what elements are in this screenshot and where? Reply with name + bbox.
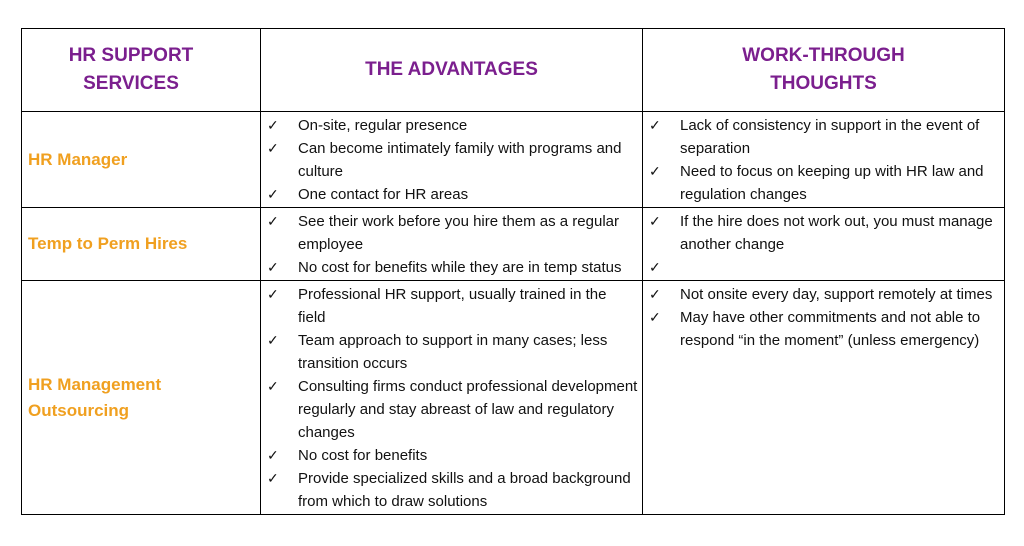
checkmark-icon: ✓: [649, 286, 661, 302]
header-services: [22, 29, 261, 112]
checkmark-icon: ✓: [267, 447, 279, 463]
thoughts-list: [643, 112, 1004, 207]
list-item-text: Can become intimately family with programs and culture: [298, 140, 622, 180]
list-item-text: See their work before you hire them as a regular employee: [298, 213, 619, 253]
checkmark-icon: ✓: [267, 470, 279, 486]
service-name-line: Outsourcing: [28, 400, 130, 420]
hr-services-table: [21, 28, 1005, 515]
service-name-cell: [22, 281, 261, 515]
checkmark-icon: ✓: [267, 259, 279, 275]
checkmark-icon: ✓: [267, 186, 279, 202]
header-services-line2: SERVICES: [83, 73, 179, 94]
thoughts-list: [643, 281, 1004, 353]
list-item: [265, 114, 638, 137]
list-item: [265, 210, 638, 256]
list-item-text: Not onsite every day, support remotely at times: [680, 286, 993, 303]
list-item: [265, 283, 638, 329]
advantages-cell: [261, 112, 643, 208]
list-item-text: Professional HR support, usually trained in the field: [298, 286, 607, 326]
checkmark-icon: ✓: [267, 117, 279, 133]
thoughts-list: [643, 208, 1004, 280]
thoughts-cell: [643, 208, 1005, 281]
checkmark-icon: ✓: [649, 163, 661, 179]
list-item: [647, 160, 1000, 206]
advantages-list: [261, 281, 642, 514]
header-thoughts: [643, 29, 1005, 112]
checkmark-icon: ✓: [267, 332, 279, 348]
advantages-list: [261, 112, 642, 207]
list-item: [647, 256, 1000, 279]
table-row: [22, 208, 1005, 281]
table-row: [22, 112, 1005, 208]
header-row: [22, 29, 1005, 112]
list-item-text: May have other commitments and not able to respond “in the moment” (unless emergency): [680, 309, 981, 349]
header-thoughts-line2: THOUGHTS: [770, 73, 877, 94]
list-item-text: Lack of consistency in support in the event of separation: [680, 117, 980, 157]
service-name-line: Temp to Perm Hires: [28, 234, 188, 253]
checkmark-icon: ✓: [649, 117, 661, 133]
checkmark-icon: ✓: [267, 213, 279, 229]
list-item-text: No cost for benefits: [298, 447, 428, 464]
thoughts-cell: [643, 112, 1005, 208]
advantages-cell: [261, 208, 643, 281]
list-item: [265, 444, 638, 467]
list-item: [265, 375, 638, 444]
list-item: [647, 306, 1000, 352]
header-services-line1: HR SUPPORT: [68, 45, 194, 66]
checkmark-icon: ✓: [649, 309, 661, 325]
service-name-line: HR Management: [28, 374, 162, 394]
checkmark-icon: ✓: [649, 259, 661, 275]
list-item-text: Team approach to support in many cases; less transition occurs: [298, 332, 608, 372]
list-item-text: On-site, regular presence: [298, 117, 468, 134]
thoughts-cell: [643, 281, 1005, 515]
list-item: [265, 183, 638, 206]
list-item-text: Provide specialized skills and a broad background from which to draw solutions: [298, 470, 631, 510]
checkmark-icon: ✓: [267, 378, 279, 394]
table-row: [22, 281, 1005, 515]
advantages-cell: [261, 281, 643, 515]
header-advantages-label: THE ADVANTAGES: [365, 59, 538, 80]
list-item: [265, 329, 638, 375]
checkmark-icon: ✓: [267, 140, 279, 156]
list-item: [647, 283, 1000, 306]
header-advantages: [261, 29, 643, 112]
advantages-list: [261, 208, 642, 280]
header-thoughts-line1: WORK-THROUGH: [742, 45, 905, 66]
list-item: [647, 210, 1000, 256]
list-item-text: Need to focus on keeping up with HR law and regulation changes: [680, 163, 984, 203]
list-item-text: One contact for HR areas: [298, 186, 469, 203]
service-name-cell: [22, 112, 261, 208]
service-name-line: HR Manager: [28, 149, 128, 169]
service-name-cell: [22, 208, 261, 281]
list-item: [265, 137, 638, 183]
list-item-text: [680, 259, 684, 276]
list-item-text: If the hire does not work out, you must manage another change: [680, 213, 993, 253]
list-item: [265, 256, 638, 279]
checkmark-icon: ✓: [267, 286, 279, 302]
checkmark-icon: ✓: [649, 213, 661, 229]
list-item: [647, 114, 1000, 160]
list-item-text: Consulting firms conduct professional development regularly and stay abreast of law and regulatory changes: [298, 378, 638, 441]
list-item: [265, 467, 638, 513]
list-item-text: No cost for benefits while they are in temp status: [298, 259, 622, 276]
